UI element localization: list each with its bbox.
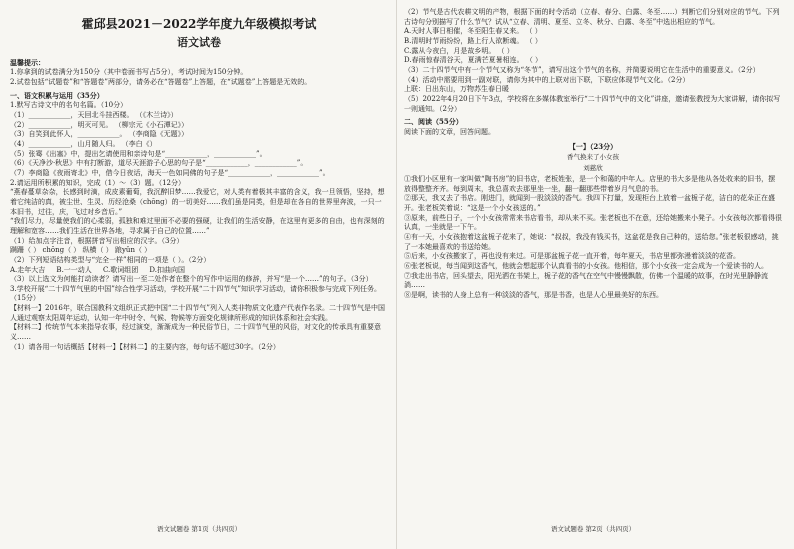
notice-title: 温馨提示： — [10, 57, 45, 67]
q3-sub3: （3）二十四节气中有一个节气又称为“冬节”，请写出这个节气的名称，并简要说明它在生活中的重要意义。（2分） — [404, 65, 760, 74]
q1-title: 1.默写古诗文中的名句名篇。（10分） — [10, 101, 128, 110]
reading-intro: 阅读下面的文章，回答问题。 — [404, 127, 495, 136]
article-para-7: ⑦我走出书店，回头望去，阳光洒在书架上，栀子花的香气在空气中慢慢飘散，仿佛一个温暖的故事，在时光里静静流淌…… — [404, 271, 768, 290]
q1-line-3: （3）自笑到此怀人，____________。 （李商隐《无题》） — [10, 130, 189, 139]
q1-line-4: （4）____________，山月随人归。 （李白《） — [10, 139, 157, 148]
exam-subject: 语文试卷 — [177, 35, 221, 49]
q2-passage-1: “燕春蔓草杂杂，长感到时滴，成皮素葡萄，我沉醉旧梦……我爱它，对人类有着极其丰富的含义，我一旦领悟，坚持，想着它纯洁的真，被尘世、生灵、历经沧桑（chōnɡ）的一切美好……我们虽是同类，但是却在各自的世界里奔波，一只一本旧书，过往，庆，飞过对乡音后。” — [10, 188, 385, 216]
exam-header: 霍邱县2021－2022学年度九年级模拟考试 — [81, 17, 317, 31]
q2-passage-2: “我们尽力，尽量使我们的心柔弱，孤独和难过里面不必要的强硬，让我们的生活安静，在这里有更多的自由，也有深刻的理解和宽容……我们生活在世界各地，寻求属于自己的位置……” — [10, 217, 385, 235]
section-2-title: 二、阅读（55分） — [404, 117, 463, 127]
page-fold-divider — [396, 0, 397, 549]
right-page-footer: 语文试题卷 第2页（共四页） — [550, 525, 636, 534]
notice-line-2: 2.试卷包括“试题卷”和“答题卷”两部分，请务必在“答题卷”上答题，在“试题卷”上答题是无效的。 — [10, 78, 312, 87]
q3-sub4: （4）活动中需要用到一副对联，请你为其中的上联对出下联，下联应体现节气文化。（2分） — [404, 75, 690, 84]
notice-line-1: 1.你拿到的试卷满分为150分（其中卷面书写占5分），考试时间为150分钟。 — [10, 68, 248, 77]
q1-line-6: （6）《天净沙·秋思》中有打断游，道尽天涯游子心思的句子是“____________，____________”。 — [10, 159, 308, 168]
q3-material-2: 【材料二】传统节气本来指导农事，经过演变，渐渐成为一种民俗节日，二十四节气里的风俗，对文化的传承具有重要意义…… — [10, 323, 381, 342]
q3-material-1: 【材料一】2016年，联合国教科文组织正式把中国“二十四节气”列入人类非物质文化遗产代表作名录。二十四节气是中国人通过观察太阳周年运动，认知一年中时令、气候、物候等方面变化规律所形成的知识体系和社会实践。 — [10, 304, 385, 322]
article-para-5: ⑤后来，小女孩搬家了，再也没有来过。可是那盆栀子花一直开着，每年夏天，书店里都弥漫着淡淡的花香。 — [404, 252, 740, 261]
article-author: 刘慈欣 — [583, 164, 603, 173]
left-page — [10, 8, 388, 536]
q1-line-2: （2）____________，明灭可见。 （柳宗元《小石潭记》） — [10, 120, 189, 129]
article-para-1: ①我们小区里有一家叫做“陶书房”的旧书店，老板姓张，是一个和蔼的中年人。店里的书大多是他从各处收来的旧书，摆放得整整齐齐。每到周末，我总喜欢去那里坐一坐，翻一翻那些带着岁月气息的书。 — [404, 175, 776, 193]
article-para-3: ③原来，前些日子，一个小女孩常常来书店看书，却从来不买。张老板也不在意，还给她搬来小凳子。小女孩每次都看得很认真，一坐就是一下午。 — [404, 213, 782, 232]
q1-line-1: （1）____________，天回北斗挂西楼。 （《木兰诗》） — [10, 111, 178, 119]
article-para-6: ⑥张老板说，每当闻到这香气，他就会想起那个认真看书的小女孩。他相信，那个小女孩一定会成为一个爱读书的人。 — [404, 262, 768, 271]
right-page — [404, 8, 782, 536]
left-page-footer: 语文试题卷 第1页（共四页） — [156, 525, 242, 534]
section-1-title: 一、语文积累与运用（35分） — [10, 90, 104, 100]
q2-option-b: B.一一动人 — [56, 265, 92, 274]
reading-part-title: 【一】（23分） — [568, 141, 618, 151]
q2-title: 2.请运用所积累的知识，完成（1）～（3）题。（12分） — [10, 178, 185, 187]
q2-sub1: （1）给加点字注音，根据拼音写出相应的汉字。（3分） — [10, 236, 184, 245]
q2-sub1-items: 蹒跚（ ） chōnɡ（ ） 纵横（ ） 踉yǔn（ ） — [10, 246, 152, 255]
q3-sub2-option-b: B.清明时节雨纷纷，路上行人欲断魂。 （ ） — [404, 36, 542, 45]
q3-sub2-option-d: D.春雨惊春清谷天，夏满芒夏暑相连。 （ ） — [404, 56, 543, 65]
q3-sub2: （2）节气是古代农耕文明的产物，根据下面的时令活动（立春、春分、白露、冬至……）判断它们分别对应的节气。下列古诗句分别描写了什么节气？试从“立春、清明、夏至、立冬、秋分、白露、冬至”中选出相应的节气。 — [404, 8, 780, 26]
article-title: 香气换来了小女孩 — [567, 153, 619, 162]
q2-sub3: （3）以上选文为何能打动读者？请写出一至二处作者在整个的写作中运用的修辞，并写“是一个……”的句子。（3分） — [10, 275, 373, 284]
article-para-2: ②那天，我又去了书店。刚进门，就闻到一股淡淡的香气。我四下打量，发现柜台上放着一盆栀子花，洁白的花朵正在盛开。张老板笑着说：“这是一个小女孩送的。” — [404, 194, 775, 213]
article-para-4: ④有一天，小女孩抱着这盆栀子花来了，她说：“叔叔，我没有钱买书，这盆花是我自己种的，送给您。”张老板很感动，挑了一本她最喜欢的书送给她。 — [404, 233, 779, 251]
q3-title: 3.学校开展“二十四节气里的中国”综合性学习活动，学校开展“二十四节气”知识学习活动，请你积极参与完成下列任务。（15分） — [10, 284, 381, 303]
q3-sub5: （5）2022年4月20日下午3点，学校将在多媒体教室举行“二十四节气中的文化”讲座，邀请张教授为大家讲解，请你拟写一则通知。（2分） — [404, 94, 781, 113]
q3-sub4-couplet: 上联：日出东山，万物苏生春日暖 — [404, 85, 509, 94]
q2-sub2: （2）下列短语结构类型与“完全一样”相同的一项是（ ）。（2分） — [10, 255, 211, 264]
q2-options — [10, 266, 388, 276]
q3-sub1: （1）请各用一句话概括【材料一】【材料二】的主要内容，每句话不超过30字。（2分） — [10, 342, 280, 351]
q1-line-7: （7）李商隐《夜雨寄北》中，借今日夜话，海天一色如同佛的句子是“____________，____________”。 — [10, 168, 330, 177]
article-para-8: ⑧是啊，读书的人身上总有一种淡淡的香气，那是书香，也是人心里最美好的东西。 — [404, 291, 663, 299]
q1-line-5: （5）张骞《出塞》中，提出乞请使用和亲诗句是“____________，____________”。 — [10, 149, 267, 158]
q2-option-c: C.歌词组团 — [102, 265, 139, 274]
q2-option-a: A.走年大吉 — [10, 265, 46, 274]
q3-sub2-option-c: C.露从今夜白，月是故乡明。 （ ） — [404, 46, 514, 55]
q3-sub2-option-a: A.天时人事日相催，冬至阳生春又来。 （ ） — [404, 27, 542, 36]
q2-option-d: D.扣曲向国 — [149, 265, 186, 274]
